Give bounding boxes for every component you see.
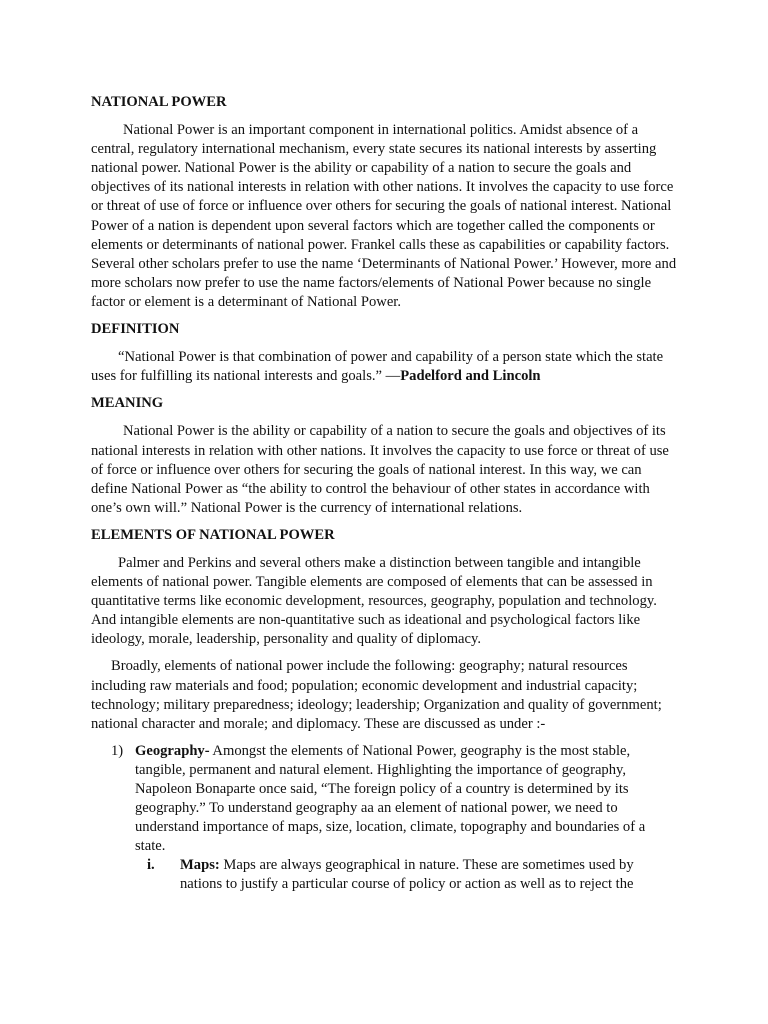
- sub-item-text: Maps are always geographical in nature. These are sometimes used by nations to justify a particular course of policy or action as well as to reject the: [180, 857, 634, 893]
- sub-item-term: Maps:: [180, 857, 220, 874]
- heading-meaning: MEANING: [91, 395, 164, 412]
- paragraph-definition: [91, 348, 679, 386]
- definition-quote: “National Power is that combination of power and capability of a person state which the state uses for fulfilling its national interests and goals.” —: [91, 349, 664, 385]
- paragraph-national-power: National Power is an important component in international politics. Amidst absence of a central, regulatory international mechanism, every state secures its national interests by asserting national power. National Power is the ability or capability of a nation to secure the goals and objectives of its national interests in relation with other nations. It involves the capacity to use force or threat of use of force or influence over others for securing the goals of national interest. National Power of a nation is dependent upon several factors which are together called the components or elements or determinants of national power. Frankel calls these as capabilities or capability factors. Several other scholars prefer to use the name ‘Determinants of National Power.’ However, more and more scholars now prefer to use the name factors/elements of National Power because no single factor or element is a determinant of National Power.: [91, 122, 677, 310]
- list-term: Geography-: [135, 742, 210, 759]
- elements-list: [91, 742, 679, 895]
- heading-national-power: NATIONAL POWER: [91, 94, 227, 110]
- paragraph-elements-2: Broadly, elements of national power include the following: geography; natural resources including raw materials and food; population; economic development and industrial capacity; technology; military preparedness; ideology; leadership; Organization and quality of government; national character and morale; and diplomacy. These are discussed as under :-: [91, 658, 662, 732]
- paragraph-elements-1: Palmer and Perkins and several others make a distinction between tangible and intangible elements of national power. Tangible elements are composed of elements that can be assessed in quantitative terms like economic development, resources, geography, population and technology. And intangible elements are non-quantitative such as ideational and psychological factors like ideology, morale, leadership, personality and quality of diplomacy.: [91, 554, 657, 648]
- document-page: [91, 93, 679, 895]
- sub-item-number: i.: [147, 857, 155, 874]
- heading-definition: DEFINITION: [91, 321, 180, 338]
- list-text: Amongst the elements of National Power, geography is the most stable, tangible, permanent and natural element. Highlighting the importance of geography, Napoleon Bonaparte once said, “The foreign policy of a country is determined by its geography.” To understand geography aa an element of national power, we need to understand importance of maps, size, location, climate, topography and boundaries of a state.: [135, 742, 646, 855]
- definition-attribution: Padelford and Lincoln: [400, 368, 541, 385]
- paragraph-meaning: National Power is the ability or capability of a nation to secure the goals and objectives of its national interests in relation with other nations. It involves the capacity to use force or threat of use of force or influence over others for securing the goals of national interest. In this way, we can define National Power as “the ability to control the behaviour of other states in accordance with one’s own will.” National Power is the currency of international relations.: [91, 423, 669, 516]
- geography-sublist: [135, 856, 679, 894]
- heading-elements: ELEMENTS OF NATIONAL POWER: [91, 526, 335, 543]
- list-item-geography: [91, 742, 679, 895]
- list-number: 1): [111, 742, 124, 759]
- sub-item-maps: [134, 856, 679, 894]
